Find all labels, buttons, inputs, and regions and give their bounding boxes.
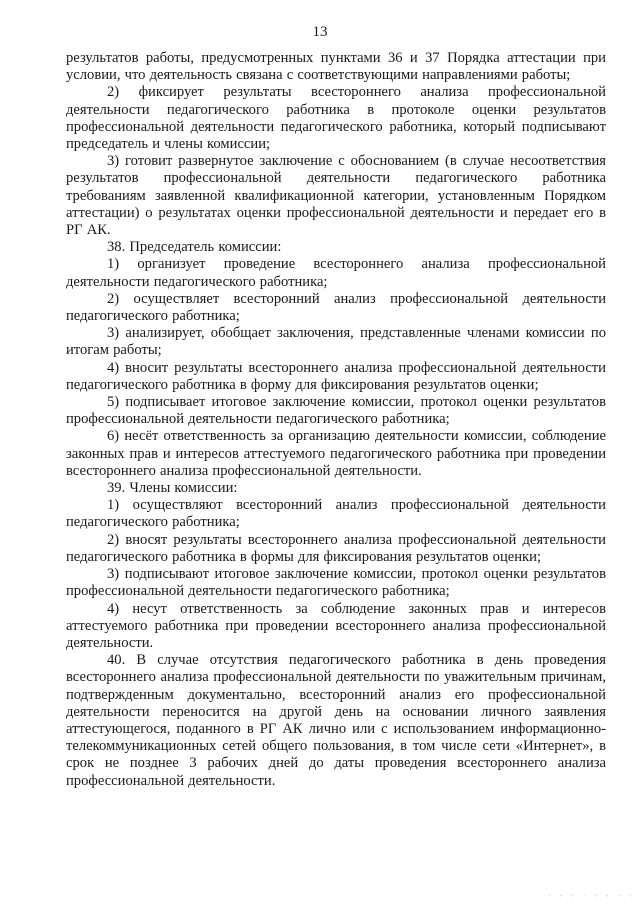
paragraph-item: 2) осуществляет всесторонний анализ профессиональной деятельности педагогического работника; [66, 290, 606, 325]
paragraph-item: 2) фиксирует результаты всестороннего анализа профессиональной деятельности педагогического работника в протоколе оценки результатов профессиональной деятельности педагогического работника, который подписывают председатель и члены комиссии; [66, 84, 606, 153]
section-paragraph-40: 40. В случае отсутствия педагогического работника в день проведения всестороннего анализа профессиональной деятельности по уважительным причинам, подтвержденным документально, всесторонний анализ его профессиональной деятельности переносится на другой день на основании личного заявления аттестующегося, поданного в РГ АК лично или с использованием информационно-телекоммуникационных сетей общего пользования, в том числе сети «Интернет», в срок не позднее 3 рабочих дней до даты проведения всестороннего анализа профессиональной деятельности. [66, 652, 606, 789]
paragraph-continuation: результатов работы, предусмотренных пунктами 36 и 37 Порядка аттестации при условии, что деятельность связана с соответствующими направлениями работы; [66, 50, 606, 84]
paragraph-item: 3) подписывают итоговое заключение комиссии, протокол оценки результатов профессиональной деятельности педагогического работника; [66, 566, 606, 600]
corner-dots-mark: · · · · · · · · [546, 892, 634, 901]
page-number: 13 [312, 24, 328, 40]
paragraph-item: 6) несёт ответственность за организацию деятельности комиссии, соблюдение законных прав и интересов аттестуемого педагогического работника при проведении всестороннего анализа профессиональной деятельности. [66, 428, 606, 479]
paragraph-item: 5) подписывает итоговое заключение комиссии, протокол оценки результатов профессиональной деятельности педагогического работника; [66, 394, 606, 428]
document-body [66, 50, 606, 790]
paragraph-item: 3) анализирует, обобщает заключения, представленные членами комиссии по итогам работы; [66, 325, 606, 359]
paragraph-item: 4) вносит результаты всестороннего анализа профессиональной деятельности педагогического работника в форму для фиксирования результатов оценки; [66, 359, 606, 393]
paragraph-item: 3) готовит развернутое заключение с обоснованием (в случае несоответствия результатов профессиональной деятельности педагогического работника требованиям заявленной квалификационной категории, установленным Порядком аттестации) о результатах оценки профессиональной деятельности и передает его в РГ АК. [66, 153, 606, 239]
section-heading-38: 38. Председатель комиссии: [107, 239, 282, 256]
paragraph-item: 1) осуществляют всесторонний анализ профессиональной деятельности педагогического работника; [66, 497, 606, 531]
paragraph-item: 1) организует проведение всестороннего анализа профессиональной деятельности педагогического работника; [66, 256, 606, 290]
section-heading-39: 39. Члены комиссии: [107, 480, 238, 497]
paragraph-item: 4) несут ответственность за соблюдение законных прав и интересов аттестуемого работника при проведении всестороннего анализа профессиональной деятельности. [66, 600, 606, 651]
paragraph-item: 2) вносят результаты всестороннего анализа профессиональной деятельности педагогического работника в формы для фиксирования результатов оценки; [66, 531, 606, 565]
